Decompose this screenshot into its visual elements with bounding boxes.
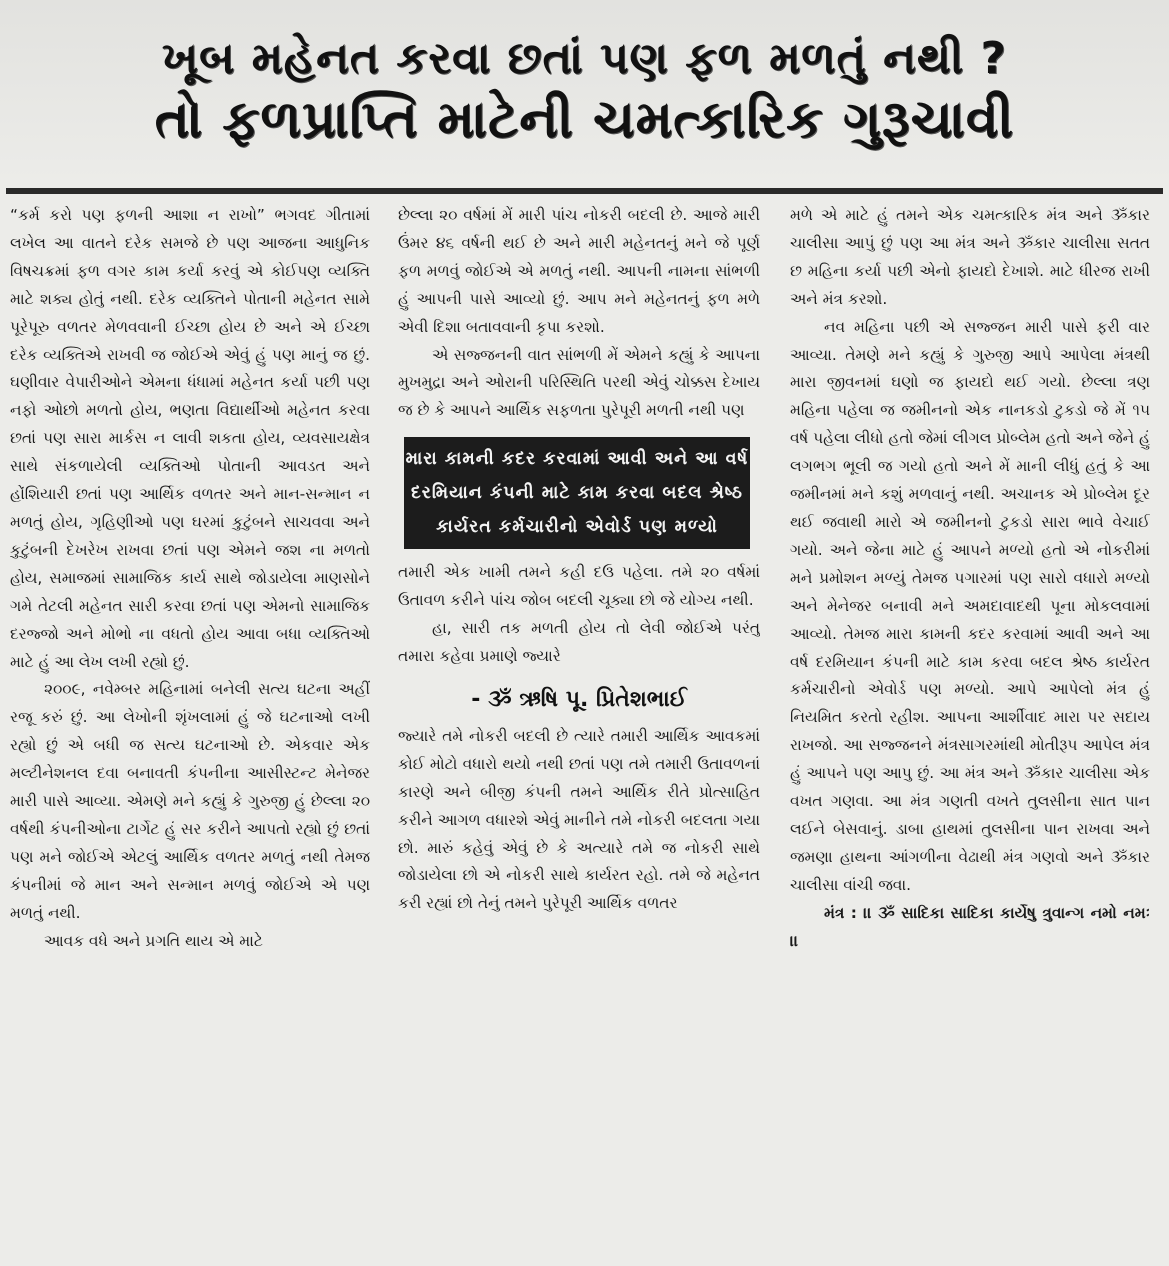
- article-column-2: [398, 202, 760, 1262]
- column-2-paragraph-1: છેલ્લા ૨૦ વર્ષમાં મેં મારી પાંચ નોકરી બદલી છે. આજે મારી ઉંમર ૪૬ વર્ષની થઈ છે અને મારી મહેનતનું મને જે પૂર્ણ ફળ મળવું જોઈએ એ મળતું નથી. આપની નામના સાંભળી હું આપની પાસે આવ્યો છું. આપ મને મહેનતનું ફળ મળે એવી દિશા બતાવવાની કૃપા કરશો.: [398, 206, 760, 336]
- headline-divider: [6, 188, 1163, 194]
- column-2-paragraph-3: તમારી એક ખામી તમને કહી દઉ પહેલા. તમે ૨૦ વર્ષમાં ઉતાવળ કરીને પાંચ જોબ બદલી ચૂક્યા છો જે યોગ્ય નથી.: [398, 563, 760, 610]
- mantra-text: મંત્ર : ।। ૐ સાદિકા સાદિકા કાર્યેષુ ત્રુવાન્ગ નમો નમઃ ।।: [790, 903, 1150, 950]
- headline-line-2: તો ફળપ્રાપ્તિ માટેની ચમત્કારિક ગુરૂચાવી: [154, 89, 1015, 150]
- column-1-paragraph-1: “કર્મ કરો પણ ફળની આશા ન રાખો” ભગવદ ગીતામાં લખેલ આ વાતને દરેક સમજે છે પણ આજના આધુનિક વિષચક્રમાં ફળ વગર કામ કર્યા કરવું એ કોઈપણ વ્યક્તિ માટે શક્ય હોતું નથી. દરેક વ્યક્તિને પોતાની મહેનત સામે પૂરેપૂરુ વળતર મેળવવાની ઈચ્છા હોય છે અને એ ઈચ્છા દરેક વ્યક્તિએ રાખવી જ જોઈએ એવું હું પણ માનું જ છું. ઘણીવાર વેપારીઓને એમના ધંધામાં મહેનત કર્યા પછી પણ નફો ઓછો મળતો હોય, ભણતા વિદ્યાર્થીઓ મહેનત કરવા છતાં પણ સારા માર્કસ ન લાવી શકતા હોય, વ્યવસાયક્ષેત્ર સાથે સંકળાયેલી વ્યક્તિઓ પોતાની આવડત અને હોંશિયારી છતાં પણ આર્થિક વળતર અને માન-સન્માન ન મળતું હોય, ગૃહિણીઓ પણ ઘરમાં કુટુંબને સાચવવા અને કુટુંબની દેખરેખ રાખવા છતાં પણ એમને જશ ના મળતો હોય, સમાજમાં સામાજિક કાર્ય સાથે જોડાયેલા માણસોને ગમે તેટલી મહેનત સારી કરવા છતાં પણ એમનો સામાજિક દરજ્જો અને મોભો ના વધતો હોય આવા બધા વ્યક્તિઓ માટે હું આ લેખ લખી રહ્યો છું.: [10, 206, 370, 671]
- pull-quote-box: મારા કામની કદર કરવામાં આવી અને આ વર્ષ દરમિયાન કંપની માટે કામ કરવા બદલ શ્રેષ્ઠ કાર્યરત કર્મચારીનો એવોર્ડ પણ મળ્યો: [404, 437, 750, 549]
- column-2-paragraph-5: જ્યારે તમે નોકરી બદલી છે ત્યારે તમારી આર્થિક આવકમાં કોઈ મોટો વધારો થયો નથી છતાં પણ તમે તમારી ઉતાવળનાં કારણે અને બીજી કંપની તમને આર્થિક રીતે પ્રોત્સાહિત કરીને આગળ વધારશે એવું માનીને તમે નોકરી બદલતા ગયા છો. મારું કહેવું એવું છે કે અત્યારે તમે જ નોકરી સાથે જોડાયેલા છો એ નોકરી સાથે કાર્યરત રહો. તમે જે મહેનત કરી રહ્યાં છો તેનું તમને પુરેપૂરી આર્થિક વળતર: [398, 726, 760, 913]
- column-2-paragraph-2: એ સજ્જનની વાત સાંભળી મેં એમને કહ્યું કે આપના મુખમુદ્રા અને ઓરાની પરિસ્થિતિ પરથી એવું ચોક્કસ દેખાય જ છે કે આપને આર્થિક સફળતા પુરેપૂરી મળતી નથી પણ: [398, 345, 760, 420]
- article-column-3: [790, 202, 1150, 1262]
- column-2-paragraph-4: હા, સારી તક મળતી હોય તો લેવી જોઈએ પરંતુ તમારા કહેવા પ્રમાણે જ્યારે: [398, 619, 760, 665]
- article-column-1: [10, 202, 370, 1262]
- column-1-paragraph-3: આવક વધે અને પ્રગતિ થાય એ માટે: [44, 931, 263, 950]
- column-3-paragraph-2: નવ મહિના પછી એ સજ્જન મારી પાસે ફરી વાર આવ્યા. તેમણે મને કહ્યું કે ગુરુજી આપે આપેલા મંત્રથી મારા જીવનમાં ઘણો જ ફાયદો થઈ ગયો. છેલ્લા ત્રણ મહિના પહેલા જ જમીનનો એક નાનકડો ટુકડો જે મેં ૧૫ વર્ષ પહેલા લીધો હતો જેમાં લીગલ પ્રોબ્લેમ હતો અને જેને હું લગભગ ભૂલી જ ગયો હતો અને મેં માની લીધું હતું કે આ જમીનમાં મને કશું મળવાનું નથી. અચાનક એ પ્રોબ્લેમ દૂર થઈ જવાથી મારો એ જમીનનો ટુકડો સારા ભાવે વેચાઈ ગયો. અને જેના માટે હું આપને મળ્યો હતો એ નોકરીમાં મને પ્રમોશન મળ્યું તેમજ પગારમાં પણ સારો વધારો મળ્યો અને મેનેજર બનાવી મને અમદાવાદથી પૂના મોકલવામાં આવ્યો. તેમજ મારા કામની કદર કરવામાં આવી અને આ વર્ષ દરમિયાન કંપની માટે કામ કરવા બદલ શ્રેષ્ઠ કાર્યરત કર્મચારીનો એવોર્ડ પણ મળ્યો. આપે આપેલો મંત્ર હું નિયમિત કરતો રહીશ. આપના આર્શીવાદ મારા પર સદાય રાખજો. આ સજ્જનને મંત્રસાગરમાંથી મોતીરૂપ આપેલ મંત્ર હું આપને પણ આપુ છું. આ મંત્ર અને ૐકાર ચાલીસા એક વખત ગણવા. આ મંત્ર ગણતી વખતે તુલસીના સાત પાન લઈને બેસવાનું. ડાબા હાથમાં તુલસીના પાન રાખવા અને જમણા હાથના આંગળીના વેઢાથી મંત્ર ગણવો અને ૐકાર ચાલીસા વાંચી જવા.: [790, 317, 1150, 894]
- article-headline: [0, 0, 1169, 185]
- headline-line-1: ખૂબ મહેનત કરવા છતાં પણ ફળ મળતું નથી ?: [161, 33, 1008, 85]
- author-byline: - ૐ ઋષિ પૂ. પ્રિતેશભાઈ: [471, 686, 687, 712]
- column-3-paragraph-1: મળે એ માટે હું તમને એક ચમત્કારિક મંત્ર અને ૐકાર ચાલીસા આપું છું પણ આ મંત્ર અને ૐકાર ચાલીસા સતત છ મહિના કર્યા પછી એનો ફાયદો દેખાશે. માટે ધીરજ રાખી અને મંત્ર કરશો.: [790, 206, 1150, 308]
- column-1-paragraph-2: ૨૦૦૯, નવેમ્બર મહિનામાં બનેલી સત્ય ઘટના અહીં રજૂ કરું છું. આ લેખોની શૃંખલામાં હું જે ઘટનાઓ લખી રહ્યો છું એ બધી જ સત્ય ઘટનાઓ છે. એકવાર એક મલ્ટીનેશનલ દવા બનાવતી કંપનીના આસીસ્ટન્ટ મેનેજર મારી પાસે આવ્યા. એમણે મને કહ્યું કે ગુરુજી હું છેલ્લા ૨૦ વર્ષથી કંપનીઓના ટાર્ગેટ હું સર કરીને આપતો રહ્યો છું છતાં પણ મને જોઈએ એટલું આર્થિક વળતર મળતું નથી તેમજ કંપનીમાં જે માન અને સન્માન મળવું જોઈએ એ પણ મળતું નથી.: [10, 680, 370, 922]
